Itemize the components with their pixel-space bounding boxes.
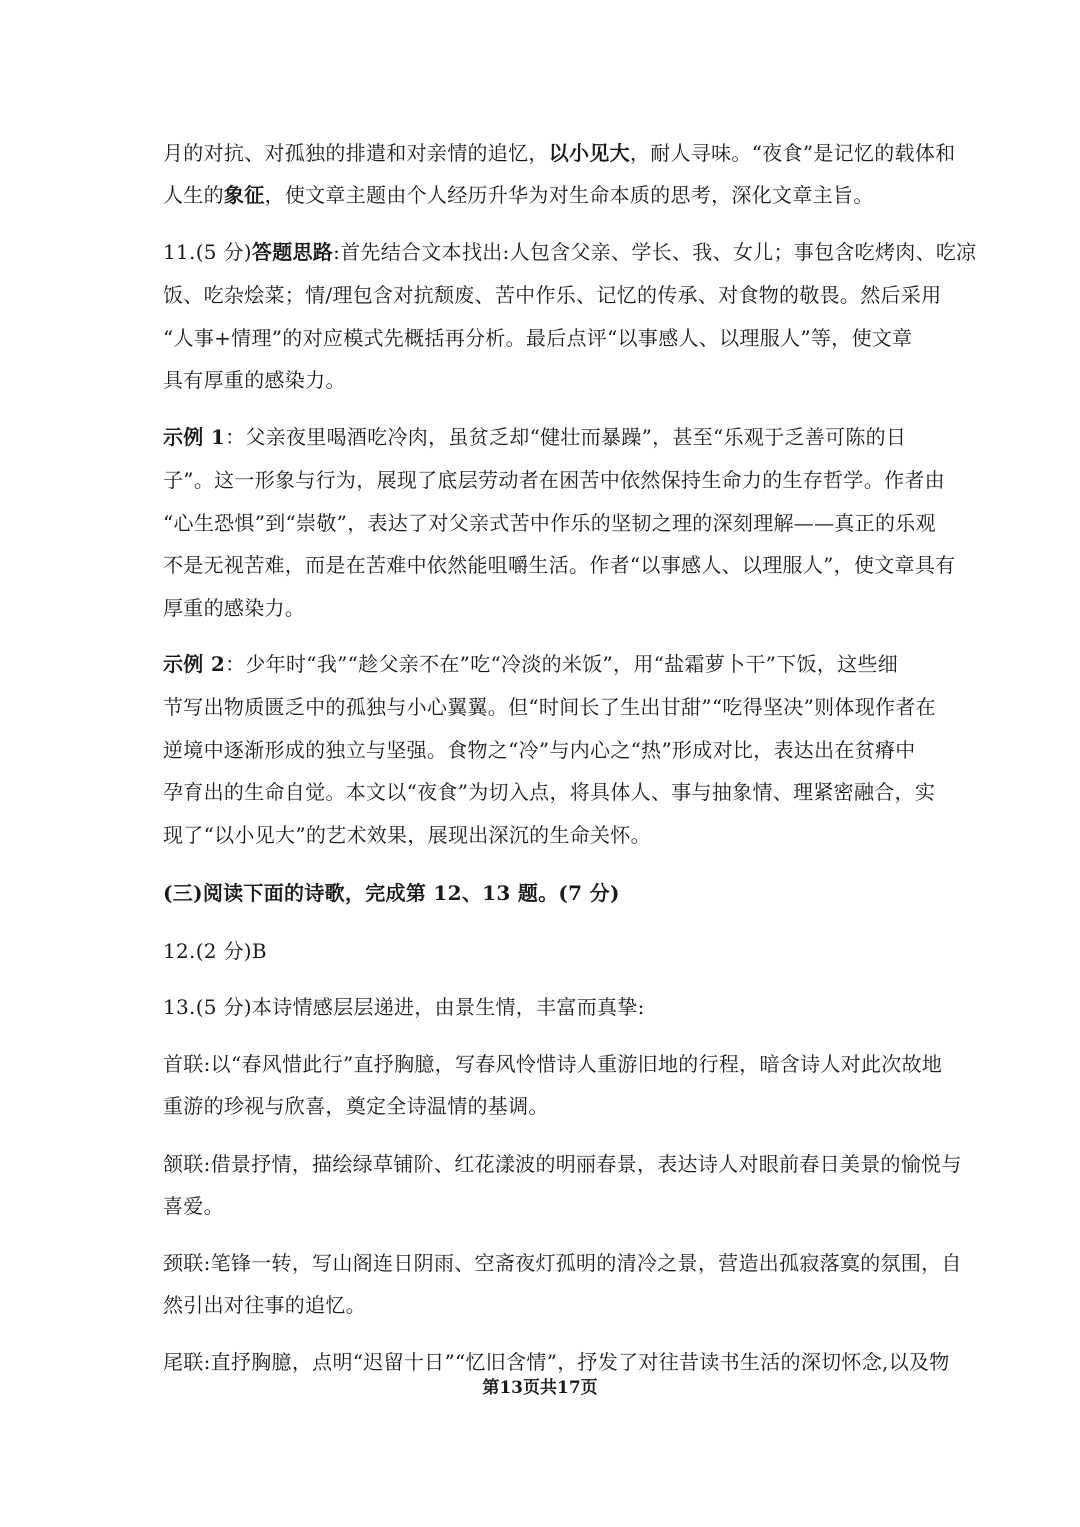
bold-text: 象征 [223, 183, 265, 207]
text-line: 厚重的感染力。 [163, 596, 306, 620]
text-line [163, 650, 923, 678]
text-line [163, 238, 977, 266]
answer-q12: 12.(2 分)B [163, 939, 267, 963]
text-line: “人事+情理”的对应模式先概括再分析。最后点评“以事感人、以理服人”等，使文章 [163, 326, 913, 350]
text-line: 喜爱。 [163, 1194, 224, 1218]
text-line: 重游的珍视与欣喜，奠定全诗温情的基调。 [163, 1094, 549, 1118]
text-line: 节写出物质匮乏中的孤独与小心翼翼。但“时间长了生出甘甜”“吃得坚决”则体现作者在 [163, 695, 936, 719]
question-number: 11.(5 分) [163, 240, 252, 264]
text-run: :首先结合文本找出:人包含父亲、学长、我、女儿；事包含吃烤肉、吃凉 [333, 240, 977, 264]
text-line: 饭、吃杂烩菜；情/理包含对抗颓废、苦中作乐、记忆的传承、对食物的敬畏。然后采用 [163, 283, 942, 307]
text-line: 首联:以“春风惜此行”直抒胸臆，写春风怜惜诗人重游旧地的行程，暗含诗人对此次故地 [163, 1052, 943, 1076]
bold-text: 答题思路 [251, 240, 334, 264]
text-line: 颈联:笔锋一转，写山阁连日阴雨、空斋夜灯孤明的清冷之景，营造出孤寂落寞的氛围，自 [163, 1251, 962, 1275]
text-line: 孕育出的生命自觉。本文以“夜食”为切入点，将具体人、事与抽象情、理紧密融合，实 [163, 780, 936, 804]
bold-text: 以小见大 [548, 141, 630, 165]
text-line: 然引出对往事的追忆。 [163, 1293, 366, 1317]
text-line [163, 181, 923, 209]
example-label: 示例 1 [163, 425, 226, 449]
text-line: 颔联:借景抒情，描绘绿草铺阶、红花漾波的明丽春景，表达诗人对眼前春日美景的愉悦与 [163, 1152, 962, 1176]
text-run: 月的对抗、对孤独的排遣和对亲情的追忆， [163, 141, 549, 165]
text-line [163, 139, 956, 167]
text-run: 人生的 [163, 183, 224, 207]
text-line [163, 423, 923, 451]
text-line: 不是无视苦难，而是在苦难中依然能咀嚼生活。作者“以事感人、以理服人”，使文章具有 [163, 553, 956, 577]
text-run: ，耐人寻味。“夜食”是记忆的载体和 [629, 141, 956, 165]
text-line: “心生恐惧”到“崇敬”，表达了对父亲式苦中作乐的坚韧之理的深刻理解——真正的乐观 [163, 511, 936, 535]
answer-q13: 13.(5 分)本诗情感层层递进，由景生情，丰富而真挚: [163, 995, 645, 1019]
text-line: 尾联:直抒胸臆，点明“迟留十日”“忆旧含情”，抒发了对往昔读书生活的深切怀念,以及物 [163, 1350, 950, 1374]
text-run: ，使文章主题由个人经历升华为对生命本质的思考，深化文章主旨。 [264, 183, 874, 207]
example-label: 示例 2 [163, 652, 226, 676]
page-indicator: 第13页共17页 [482, 1378, 598, 1398]
text-run: ：少年时“我”“趁父亲不在”吃“冷淡的米饭”，用“盐霜萝卜干”下饭，这些细 [225, 652, 898, 676]
text-line: 子”。这一形象与行为，展现了底层劳动者在困苦中依然保持生命力的生存哲学。作者由 [163, 468, 945, 492]
text-run: ：父亲夜里喝酒吃冷肉，虽贫乏却“健壮而暴躁”，甚至“乐观于乏善可陈的日 [225, 425, 907, 449]
text-line: 具有厚重的感染力。 [163, 368, 346, 392]
section-heading: (三)阅读下面的诗歌，完成第 12、13 题。(7 分) [163, 881, 620, 905]
text-line: 逆境中逐渐形成的独立与坚强。食物之“冷”与内心之“热”形成对比，表达出在贫瘠中 [163, 738, 916, 762]
text-line: 现了“以小见大”的艺术效果，展现出深沉的生命关怀。 [163, 823, 651, 847]
